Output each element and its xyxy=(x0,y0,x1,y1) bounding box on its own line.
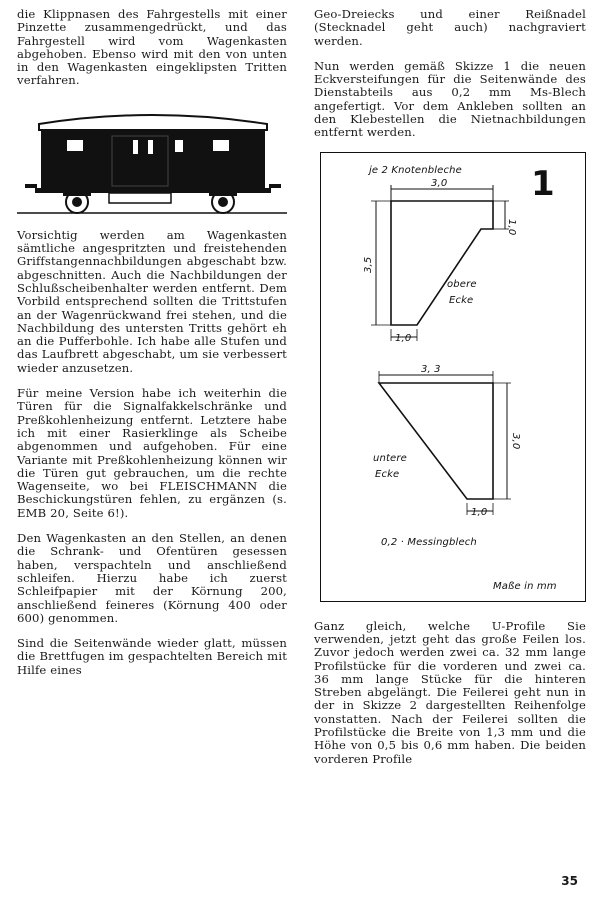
right-column xyxy=(314,8,586,766)
sketch-1 xyxy=(320,152,586,602)
paragraph: Ganz gleich, welche U-Profile Sie verwenden, jetzt geht das große Feilen los. Zuvor jedoch werden zwei ca. 32 mm lange Profilstücke für die vorderen und zwei ca. 36 mm lange Stücke für die hinteren Streben abgelängt. Die Feilerei geht nun in der in Skizze 2 dargestellten Reihenfolge vonstatten. Nach der Feilerei sollten die Profilstücke die Breite von 1,3 mm und die Höhe von 0,5 bis 0,6 mm haben. Die beiden vorderen Profile xyxy=(314,618,586,766)
paragraph: Nun werden gemäß Skizze 1 die neuen Eckversteifungen für die Seitenwände des Dienstabteils aus 0,2 mm Ms-Blech angefertigt. Vor dem Ankleben sollten an den Klebestellen die Nietnachbildungen entfernt werden. xyxy=(314,58,586,140)
material-label: 0,2 · Messingblech xyxy=(381,536,477,548)
paragraph: die Klippnasen des Fahrgestells mit einer Pinzette zusammengedrückt, und das Fahrgestell wird vom Wagenkasten abgehoben. Ebenso wird mit den von unten in den Wagenkasten eingeklipsten Tritten verfahren. xyxy=(17,7,287,88)
paragraph: Sind die Seitenwände wieder glatt, müssen die Brettfugen im gespachtelten Bereich mit Hilfe eines xyxy=(17,636,287,677)
upper-height-dim: 3,5 xyxy=(363,256,374,273)
upper-corner-label: obere xyxy=(447,278,477,290)
lower-width-dim: 3, 3 xyxy=(421,363,441,375)
lower-corner-label: untere xyxy=(373,452,407,464)
paragraph: Geo-Dreiecks und einer Reißnadel (Stecknadel geht auch) nachgraviert werden. xyxy=(314,7,586,48)
units-label: Maße in mm xyxy=(493,580,557,592)
page-number: 35 xyxy=(561,874,578,888)
wagon-illustration xyxy=(17,100,287,215)
left-column xyxy=(17,8,287,677)
lower-bottom-dim: 1,0 xyxy=(471,506,488,518)
paragraph: Den Wagenkasten an den Stellen, an denen die Schrank- und Ofentüren gesessen haben, verspachteln und anschließend schleifen. Hierzu habe ich zuerst Schleifpapier mit der Körnung 200, anschließend feineres (Körnung 400 oder 600) genommen. xyxy=(17,531,287,625)
paragraph: Für meine Version habe ich weiterhin die Türen für die Signalfakkelschränke und Preßkohlenheizung entfernt. Letztere habe ich mit einer Rasierklinge als Scheibe abgenommen und aufgehoben. Für eine Variante mit Preßkohlenheizung können wir die Türen gut gebrauchen, um die rechte Wagenseite, wo bei FLEISCHMANN die Beschickungstüren fehlen, zu ergänzen (s. EMB 20, Seite 6!). xyxy=(17,386,287,520)
upper-width-dim: 3,0 xyxy=(431,177,448,189)
sketch-number: 1 xyxy=(531,163,555,204)
sketch-top-label: je 2 Knotenbleche xyxy=(369,164,462,176)
upper-bottom-dim: 1,0 xyxy=(395,332,412,344)
upper-side-dim: 1,0 xyxy=(506,218,517,236)
paragraph: Vorsichtig werden am Wagenkasten sämtliche angespritzten und freistehenden Griffstangennachbildungen abgeschabt bzw. abgeschnitten. Auch die Nachbildungen der Schlußscheibenhalter werden entfernt. Dem Vorbild entsprechend sollten die Trittstufen an der Wagenrückwand frei stehen, und die Nachbildung des untersten Tritts gehört eh an die Pufferbohle. Ich habe alle Stufen und das Laufbrett abgeschabt, um sie verbessert wieder anzusetzen. xyxy=(17,227,287,375)
lower-height-dim: 3,0 xyxy=(510,432,521,450)
upper-corner-label: Ecke xyxy=(449,294,474,306)
lower-corner-label: Ecke xyxy=(375,468,400,480)
